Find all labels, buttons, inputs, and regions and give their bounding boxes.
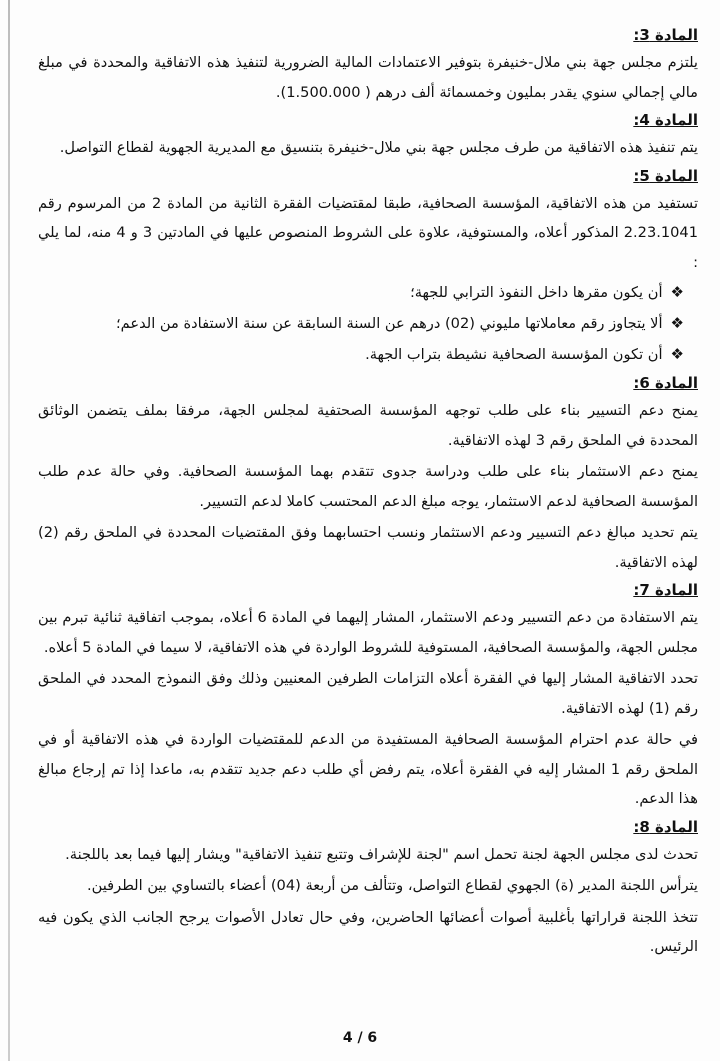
diamond-bullet-icon: ❖ [670, 314, 684, 332]
article-8-paragraph-1: تحدث لدى مجلس الجهة لجنة تحمل اسم "لجنة للإشراف وتتبع تنفيذ الاتفاقية" ويشار إليها فيما بعد باللجنة. [65, 845, 698, 863]
article-8-title: المادة 8: [633, 817, 698, 836]
article-6-paragraph-1: يمنح دعم التسيير بناء على طلب توجهه المؤسسة الصحتفية لمجلس الجهة، مرفقا بملف يتضمن الوثائق المحددة في الملحق رقم 3 لهذه الاتفاقية. [38, 402, 698, 449]
diamond-bullet-icon: ❖ [670, 283, 684, 301]
article-6-paragraph-2: يمنح دعم الاستثمار بناء على طلب ودراسة جدوى تتقدم بهما المؤسسة الصحافية. وفي حالة عدم طلب المؤسسة الصحافية لدعم الاستثمار، يوجه مبلغ الدعم المحتسب كاملا لدعم التسيير. [38, 463, 698, 510]
document-body [38, 22, 698, 962]
article-4-paragraph-1: يتم تنفيذ هذه الاتفاقية من طرف مجلس جهة بني ملال-خنيفرة بتنسيق مع المديرية الجهوية لقطاع التواصل. [59, 139, 698, 156]
article-7 [38, 577, 698, 814]
article-8 [38, 814, 698, 962]
article-3-paragraph-1: يلتزم مجلس جهة بني ملال-خنيفرة بتوفير الاعتمادات المالية الضرورية لتنفيذ هذه الاتفاقية والمحددة في مبلغ مالي إجمالي سنوي يقدر بمليون وخمسمائة ألف درهم ( 1.500.000). [38, 54, 698, 101]
condition-text: ألا يتجاوز رقم معاملاتها مليوني (02) درهم عن السنة السابقة عن سنة الاستفادة من الدعم؛ [116, 315, 663, 332]
scan-edge-shadow [8, 0, 10, 1061]
article-6-paragraph-3: يتم تحديد مبالغ دعم التسيير ودعم الاستثمار ونسب احتسابهما وفق المقتضيات المحددة في الملحق رقم (2) لهذه الاتفاقية. [38, 524, 698, 571]
condition-text: أن يكون مقرها داخل النفوذ الترابي للجهة؛ [410, 284, 663, 301]
condition-item [38, 277, 684, 308]
page-number: 4 / 6 [342, 1030, 378, 1046]
diamond-bullet-icon: ❖ [670, 345, 684, 363]
article-8-paragraph-2: يترأس اللجنة المدير (ة) الجهوي لقطاع التواصل، وتتألف من أربعة (04) أعضاء بالتساوي بين الطرفين. [87, 877, 698, 894]
article-3-title: المادة 3: [633, 26, 698, 44]
article-5 [38, 163, 698, 371]
article-7-paragraph-2: تحدد الاتفاقية المشار إليها في الفقرة أعلاه التزامات الطرفين المعنيين وذلك وفق النموذج المحدد في الملحق رقم (1) لهذه الاتفاقية. [38, 670, 698, 717]
article-3 [38, 22, 698, 107]
article-5-title: المادة 5: [633, 166, 698, 185]
article-6-title: المادة 6: [633, 374, 698, 392]
article-7-paragraph-1: يتم الاستفادة من دعم التسيير ودعم الاستثمار، المشار إليهما في المادة 6 أعلاه، بموجب اتفاقية ثنائية تبرم بين مجلس الجهة، والمؤسسة الصحافية، المستوفية للشروط الواردة في هذه الاتفاقية، لا سيما في المادة 5 أعلاه. [38, 609, 698, 656]
article-4 [38, 107, 698, 163]
condition-item [38, 339, 684, 370]
article-4-title: المادة 4: [633, 111, 698, 129]
article-6 [38, 370, 698, 577]
article-8-paragraph-3: تتخذ اللجنة قراراتها بأغلبية أصوات أعضائها الحاضرين، وفي حال تعادل الأصوات يرجح الجانب الذي يكون فيه الرئيس. [38, 908, 698, 955]
article-7-paragraph-3: في حالة عدم احترام المؤسسة الصحافية المستفيدة من الدعم للمقتضيات الواردة في هذه الاتفاقية أو في الملحق رقم 1 المشار إليه في الفقرة أعلاه، يتم رفض أي طلب دعم جديد تتقدم به، ماعدا إذا تم إرجاع مبالغ هذا الدعم. [38, 731, 698, 807]
article-5-conditions-list [38, 277, 698, 370]
article-5-paragraph-1: تستفيد من هذه الاتفاقية، المؤسسة الصحافية، طبقا لمقتضيات الفقرة الثانية من المادة 2 من المرسوم رقم 2.23.1041 المذكور أعلاه، والمستوفية، علاوة على الشروط المنصوص عليها في المادتين 3 و 4 منه، لما يلي : [38, 194, 699, 271]
article-7-title: المادة 7: [633, 581, 698, 599]
condition-item [38, 308, 684, 339]
condition-text: أن تكون المؤسسة الصحافية نشيطة بتراب الجهة. [365, 346, 663, 363]
